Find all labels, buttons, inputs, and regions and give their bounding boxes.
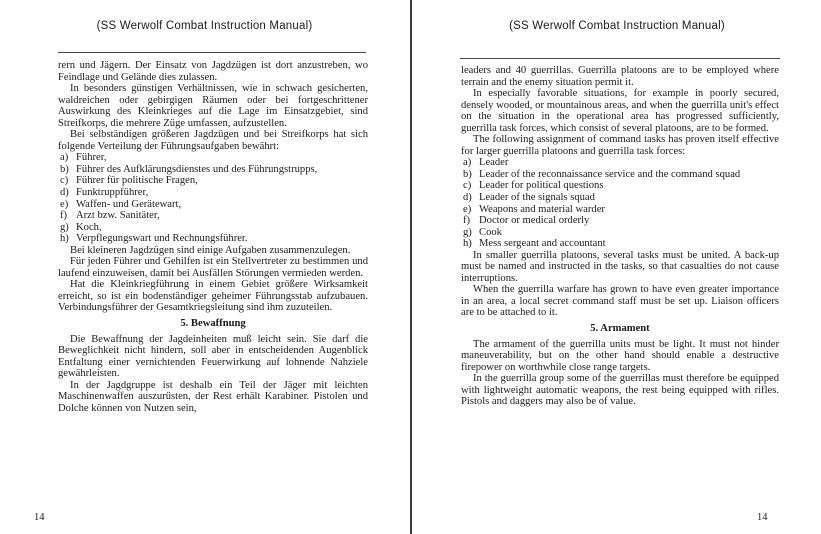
list-marker: e): [60, 198, 69, 210]
list-item: [461, 169, 779, 181]
list-item: [461, 215, 779, 227]
list-text: Weapons and material warder: [479, 203, 605, 215]
list-marker: g): [463, 226, 472, 238]
list-marker: h): [463, 238, 472, 250]
page-number: 14: [34, 512, 45, 523]
list-marker: b): [463, 168, 472, 180]
page-body: [58, 60, 368, 414]
list-item: [461, 227, 779, 239]
list-item: [58, 233, 368, 245]
paragraph: Bei kleineren Jagdzügen sind einige Aufgaben zusammenzulegen.: [70, 244, 351, 256]
paragraph: In the guerrilla group some of the guerrillas must therefore be equipped with lightweight automatic weapons, the rest being equipped with rifles. Pistols and daggers may also be of value.: [461, 373, 779, 408]
section-heading: 5. Armament: [590, 323, 650, 335]
list-text: Waffen- und Gerätewart,: [76, 198, 182, 210]
list-item: [58, 152, 368, 164]
list-item: [461, 238, 779, 250]
paragraph: Bei selbständigen größeren Jagdzügen und bei Streifkorps hat sich folgende Verteilung der Führungsaufgaben bewährt:: [58, 129, 368, 152]
list-text: Doctor or medical orderly: [479, 215, 590, 227]
list-text: Mess sergeant and accountant: [479, 238, 606, 250]
section-heading: 5. Bewaffnung: [180, 318, 246, 330]
list-marker: f): [463, 215, 471, 227]
command-task-list: [461, 157, 779, 249]
list-marker: c): [60, 175, 69, 187]
list-item: [58, 164, 368, 176]
paragraph: Für jeden Führer und Gehilfen ist ein Stellvertreter zu bestimmen und laufend einzuweisen, damit bei Ausfällen Störungen vermieden werden.: [58, 256, 368, 279]
list-text: Koch,: [76, 221, 102, 233]
list-marker: g): [60, 221, 69, 233]
list-text: Leader: [479, 157, 509, 169]
list-marker: a): [60, 152, 69, 164]
list-marker: d): [60, 187, 69, 199]
header-rule: [58, 52, 366, 53]
list-marker: e): [463, 203, 472, 215]
list-text: Leader of the reconnaissance service and the command squad: [479, 168, 741, 180]
running-header: (SS Werwolf Combat Instruction Manual): [96, 20, 313, 32]
right-page: [413, 0, 821, 534]
list-item: [58, 175, 368, 187]
paragraph: The following assignment of command tasks has proven itself effective for larger guerrilla platoons and guerrilla task forces:: [461, 134, 779, 157]
page-number: 14: [757, 512, 768, 523]
list-marker: a): [463, 157, 472, 169]
list-item: [461, 157, 779, 169]
list-item: [58, 199, 368, 211]
command-task-list: [58, 152, 368, 244]
list-text: Leader of the signals squad: [479, 192, 595, 204]
paragraph: In smaller guerrilla platoons, several tasks must be united. A back-up must be named and instructed in the tasks, so that casualties do not cause interruptions.: [461, 249, 779, 284]
list-text: Verpflegungswart und Rechnungsführer.: [76, 233, 248, 245]
list-item: [58, 222, 368, 234]
paragraph: In especially favorable situations, for example in poorly secured, densely wooded, or mountainous areas, and when the guerrilla unit's effect on the situation in the operational area has progressed sufficiently, guerrilla task forces, which consist of several platoons, are to be formed.: [461, 88, 779, 134]
list-marker: c): [463, 180, 472, 192]
list-marker: f): [60, 210, 68, 222]
list-text: Cook: [479, 226, 502, 238]
paragraph: When the guerrilla warfare has grown to have even greater importance in an area, a local secret command staff must be set up. Liaison officers are to be attached to it.: [461, 284, 779, 319]
list-text: Führer für politische Fragen,: [76, 175, 198, 187]
list-text: Führer,: [76, 152, 107, 164]
list-item: [461, 180, 779, 192]
paragraph: Hat die Kleinkriegführung in einem Gebiet größere Wirksamkeit erreicht, so ist ein bodenständiger geheimer Führungsstab aufzubauen. Verbindungsführer der Gesamtkriegsleitung sind ihm zuzuteilen.: [58, 279, 368, 314]
header-rule: [460, 58, 780, 59]
left-page: [0, 0, 409, 534]
list-text: Arzt bzw. Sanitäter,: [76, 210, 160, 222]
paragraph: In besonders günstigen Verhältnissen, wie in schwach gesicherten, waldreichen oder gebirgigen Räumen oder bei fortgeschrittener Auswirkung des Kleinkrieges auf die Lage im Einsatzgebiet, sind Streifkorps, die mehrere Züge umfassen, aufzustellen.: [58, 83, 368, 129]
list-marker: d): [463, 192, 472, 204]
paragraph: The armament of the guerrilla units must be light. It must not hinder maneuverability, but on the other hand should enable a destructive firepower on worthwhile close range targets.: [461, 338, 779, 373]
list-item: [461, 192, 779, 204]
list-item: [461, 204, 779, 216]
list-item: [58, 210, 368, 222]
list-text: Funktruppführer,: [76, 187, 149, 199]
list-marker: h): [60, 233, 69, 245]
page-body: [461, 65, 779, 408]
list-marker: b): [60, 163, 69, 175]
running-header: (SS Werwolf Combat Instruction Manual): [509, 20, 725, 32]
paragraph: In der Jagdgruppe ist deshalb ein Teil der Jäger mit leichten Maschinenwaffen auszurüsten, der Rest erhält Karabiner. Pistolen und Dolche können von Nutzen sein,: [58, 379, 368, 414]
paragraph: Die Bewaffnung der Jagdeinheiten muß leicht sein. Sie darf die Beweglichkeit nicht hindern, soll aber in entscheidenden Augenblick Entfaltung einer vernichtenden Feuerwirkung auf lohnende Nahziele gewährleisten.: [58, 333, 368, 380]
list-text: Leader for political questions: [479, 180, 604, 192]
paragraph: leaders and 40 guerrillas. Guerrilla platoons are to be employed where terrain and the enemy situation permit it.: [461, 65, 779, 88]
list-text: Führer des Aufklärungsdienstes und des Führungstrupps,: [76, 163, 318, 175]
page-gutter: [410, 0, 412, 534]
paragraph: rern und Jägern. Der Einsatz von Jagdzügen ist dort anzustreben, wo Feindlage und Gelände dies zulassen.: [58, 60, 368, 83]
list-item: [58, 187, 368, 199]
